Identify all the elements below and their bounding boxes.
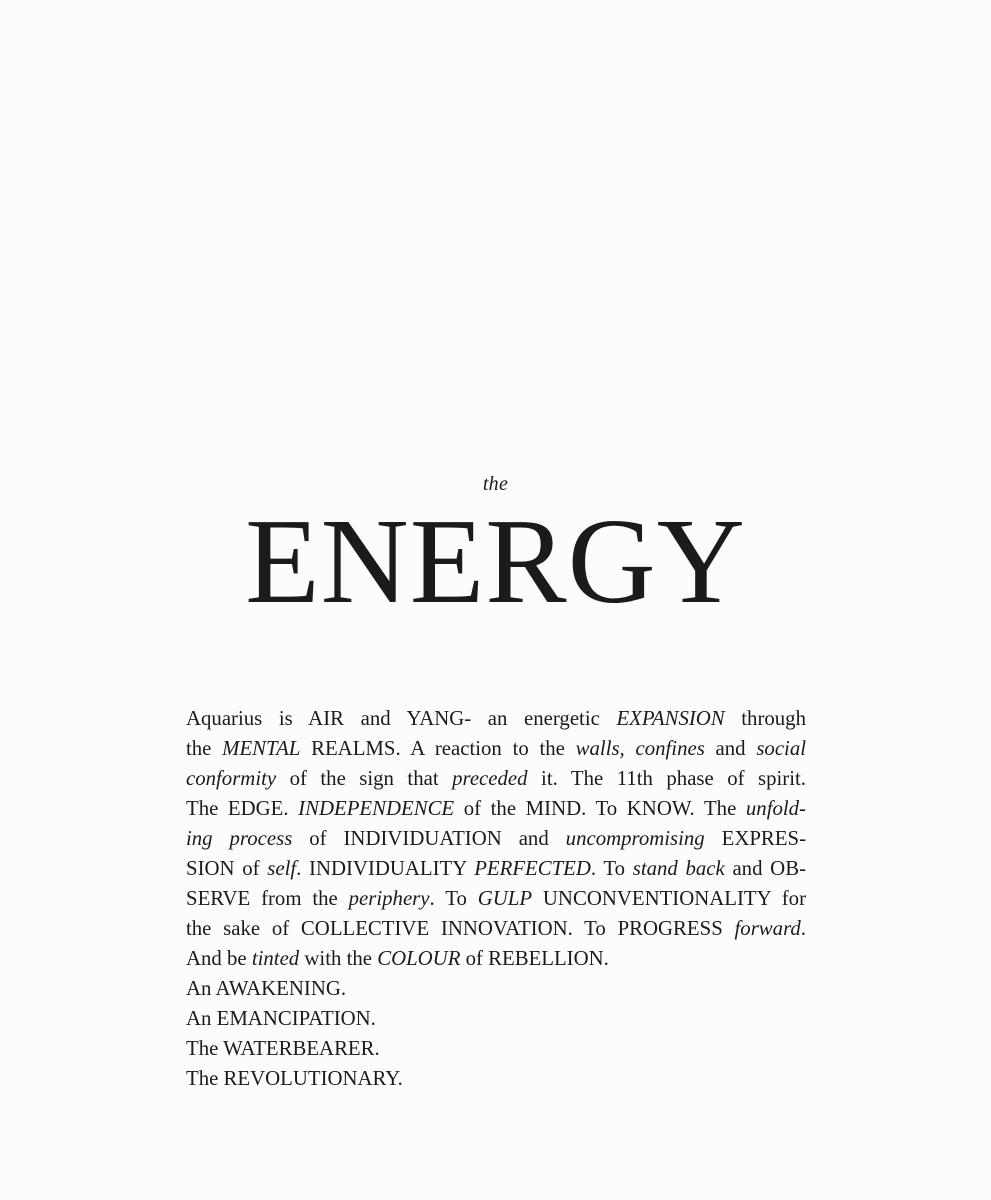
italic-run: unfold-	[745, 797, 806, 820]
paragraph-line	[186, 794, 806, 824]
text-run: . To	[590, 857, 633, 880]
closing-line: An EMANCIPATION.	[186, 1007, 376, 1030]
text-run: And be	[186, 947, 252, 970]
italic-run: stand back	[632, 857, 725, 880]
text-run: the	[186, 737, 223, 760]
text-run: REALMS. A reaction to the	[300, 737, 576, 760]
page-title: ENERGY	[245, 494, 746, 629]
text-run: SION of	[186, 857, 268, 880]
italic-run: social	[756, 737, 807, 760]
text-run: through	[724, 707, 806, 730]
italic-run: INDEPENDENCE	[298, 797, 455, 820]
text-run: EXPRES-	[704, 827, 806, 850]
text-run: of the MIND. To KNOW. The	[454, 797, 746, 820]
italic-run: GULP	[477, 887, 533, 910]
text-run: Aquarius is AIR and YANG- an energetic	[186, 707, 617, 730]
italic-run: periphery	[348, 887, 430, 910]
closing-line: The WATERBEARER.	[186, 1037, 380, 1060]
text-run: and OB-	[724, 857, 806, 880]
italic-run: uncompromising	[565, 827, 705, 850]
italic-run: walls, confines	[575, 737, 705, 760]
paragraph-line	[186, 884, 806, 914]
paragraph-line	[186, 914, 806, 944]
text-run: with the	[299, 947, 378, 970]
text-run: and	[704, 737, 757, 760]
text-run: the sake of COLLECTIVE INNOVATION. To PROGRESS	[186, 917, 735, 940]
paragraph-line	[186, 734, 806, 764]
heading-kicker: the	[482, 473, 509, 495]
paragraph-line	[186, 704, 806, 734]
text-run: SERVE from the	[186, 887, 349, 910]
text-run: .	[800, 917, 806, 940]
paragraph-line	[186, 944, 806, 974]
text-run: it. The 11th phase of spirit.	[527, 767, 806, 790]
text-run: The EDGE.	[186, 797, 299, 820]
italic-run: conformity	[186, 767, 277, 790]
text-run: . INDIVIDUALITY	[296, 857, 475, 880]
text-run: UNCONVENTIONALITY for	[532, 887, 806, 910]
italic-run: ing process	[186, 827, 293, 850]
paragraph-line	[186, 854, 806, 884]
text-run: of INDIVIDUATION and	[292, 827, 566, 850]
italic-run: forward	[734, 917, 801, 940]
italic-run: COLOUR	[377, 947, 461, 970]
body-paragraph	[186, 704, 806, 1094]
paragraph-line	[186, 824, 806, 854]
italic-run: PERFECTED	[474, 857, 591, 880]
closing-line: An AWAKENING.	[186, 977, 347, 1000]
italic-run: self	[267, 857, 297, 880]
text-run: of the sign that	[276, 767, 453, 790]
italic-run: EXPANSION	[616, 707, 725, 730]
paragraph-line	[186, 764, 806, 794]
italic-run: preceded	[452, 767, 528, 790]
text-run: . To	[429, 887, 478, 910]
italic-run: tinted	[251, 947, 300, 970]
italic-run: MENTAL	[222, 737, 301, 760]
closing-line: The REVOLUTIONARY.	[186, 1067, 403, 1090]
text-run: of REBELLION.	[460, 947, 609, 970]
